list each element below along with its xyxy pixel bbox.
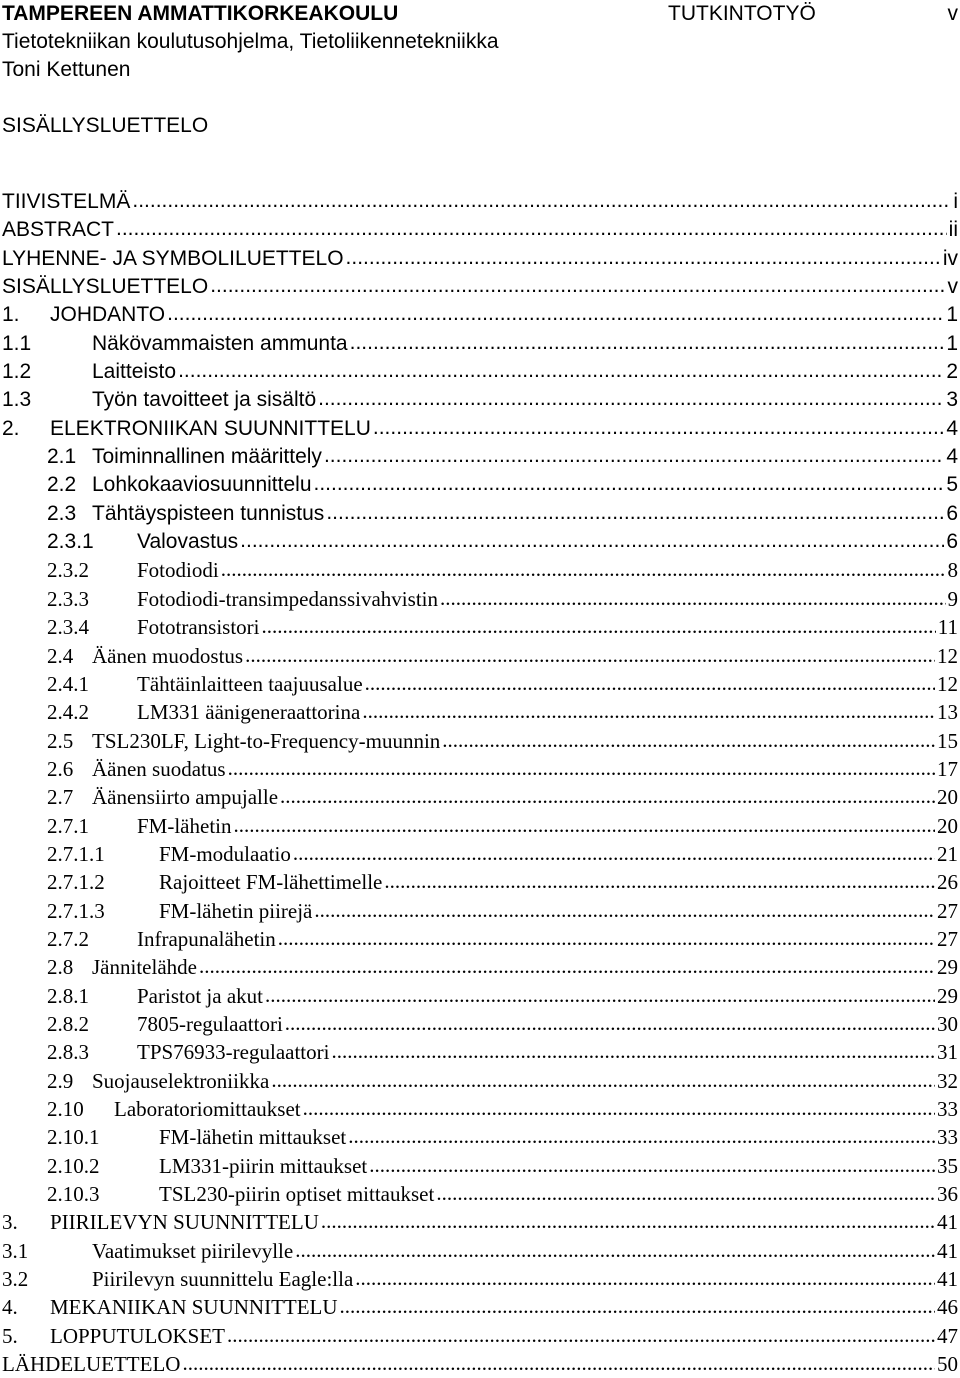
toc-leader-dots <box>178 358 944 385</box>
toc-entry[interactable] <box>2 1095 958 1123</box>
toc-entry-title: Laboratoriomittaukset <box>114 1097 301 1121</box>
toc-entry-page: 35 <box>937 1153 958 1178</box>
toc-entry-page: ii <box>948 218 958 242</box>
toc-leader-dots <box>295 1237 935 1264</box>
toc-entry-number: 2.3.4 <box>47 615 89 640</box>
toc-entry-page: 41 <box>937 1210 958 1235</box>
toc-entry-page: 27 <box>937 898 958 923</box>
toc-entry[interactable] <box>2 698 958 726</box>
toc-leader-dots <box>271 1067 935 1094</box>
toc-entry-title: Rajoitteet FM-lähettimelle <box>159 870 383 895</box>
toc-entry[interactable] <box>2 415 958 443</box>
toc-entry-title: JOHDANTO <box>50 303 166 327</box>
toc-leader-dots <box>262 613 936 640</box>
toc-entry-page: 33 <box>937 1125 958 1150</box>
header-row-2 <box>0 28 960 56</box>
toc-leader-dots <box>234 812 936 839</box>
toc-leader-dots <box>321 1208 935 1235</box>
header-row-1 <box>0 0 960 28</box>
toc-entry-page: 1 <box>946 303 958 327</box>
toc-entry[interactable] <box>2 585 958 613</box>
toc-entry-number: 2.10.1 <box>47 1125 100 1150</box>
toc-entry-page: 15 <box>937 728 958 753</box>
toc-entry-page: 17 <box>937 756 958 781</box>
toc-leader-dots <box>326 500 944 527</box>
toc-entry-number: 2.4.1 <box>47 671 89 696</box>
toc-entry-number: 2.8.3 <box>47 1040 89 1065</box>
toc-entry-title: FM-modulaatio <box>159 841 291 866</box>
toc-leader-dots <box>373 415 944 442</box>
toc-entry-title: SISÄLLYSLUETTELO <box>2 275 209 299</box>
header-row-3 <box>0 56 960 84</box>
toc-entry-number: 2.7.1 <box>47 813 89 838</box>
toc-entry-title: Äänen muodostus <box>92 643 244 668</box>
toc-leader-dots <box>199 953 935 980</box>
toc-entry-title: Paristot ja akut <box>137 983 263 1008</box>
toc-entry-number: 1.3 <box>2 388 32 412</box>
toc-entry[interactable] <box>2 386 958 414</box>
toc-leader-dots <box>369 1152 935 1179</box>
toc-entry-title: Lohkokaaviosuunnittelu <box>92 473 312 497</box>
toc-entry-number: 2.3 <box>47 501 77 525</box>
toc-entry-page: 6 <box>946 530 958 554</box>
author-name: Toni Kettunen <box>2 58 131 81</box>
toc-leader-dots <box>132 188 951 215</box>
toc-entry-title: Fototransistori <box>137 615 260 640</box>
toc-entry-number: 2.7.1.3 <box>47 898 105 923</box>
toc-leader-dots <box>314 897 935 924</box>
toc-leader-dots <box>436 1180 935 1207</box>
toc-leader-dots <box>324 443 944 470</box>
toc-leader-dots <box>348 1123 935 1150</box>
toc-entry-page: i <box>953 190 958 213</box>
toc-entry-title: Jännitelähde <box>92 955 197 980</box>
toc-entry-page: 20 <box>937 813 958 838</box>
toc-entry-title: LM331 äänigeneraattorina <box>137 700 361 725</box>
toc-entry-title: ELEKTRONIIKAN SUUNNITTELU <box>50 416 371 440</box>
toc-entry-number: 3.2 <box>2 1267 29 1292</box>
toc-entry-page: 26 <box>937 870 958 895</box>
toc-entry-title: FM-lähetin mittaukset <box>159 1125 347 1150</box>
toc-heading: SISÄLLYSLUETTELO <box>2 114 209 137</box>
toc-entry[interactable] <box>2 1265 958 1293</box>
toc-entry[interactable] <box>2 301 958 329</box>
toc-entry-number: 1.1 <box>2 331 32 355</box>
toc-entry-number: 2.9 <box>47 1068 74 1093</box>
toc-entry-number: 2.7.1.2 <box>47 870 105 895</box>
toc-entry[interactable] <box>2 1152 958 1180</box>
toc-entry[interactable] <box>2 925 958 953</box>
toc-entry-page: 12 <box>937 671 958 696</box>
toc-leader-dots <box>285 1010 935 1037</box>
toc-entry-title: Vaatimukset piirilevylle <box>92 1238 294 1263</box>
toc-entry-number: 2.3.1 <box>47 530 94 554</box>
toc-entry-title: TIIVISTELMÄ <box>2 190 131 213</box>
toc-entry[interactable] <box>2 613 958 641</box>
toc-entry-number: 2.7.1.1 <box>47 841 105 866</box>
toc-entry-page: 41 <box>937 1238 958 1263</box>
toc-entry-title: 7805-regulaattori <box>137 1011 283 1036</box>
toc-leader-dots <box>210 273 945 300</box>
toc-leader-dots <box>318 386 944 413</box>
toc-leader-dots <box>355 1265 935 1292</box>
toc-leader-dots <box>245 642 935 669</box>
toc-entry-page: 32 <box>937 1068 958 1093</box>
toc-entry[interactable] <box>2 330 958 358</box>
toc-entry-page: 3 <box>946 388 958 412</box>
toc-entry-number: 2.5 <box>47 728 74 753</box>
toc-leader-dots <box>365 670 935 697</box>
toc-entry-title: TSL230LF, Light-to-Frequency-muunnin <box>92 728 441 753</box>
toc-entry-page: 5 <box>946 473 958 497</box>
toc-entry-number: 2.10.3 <box>47 1182 100 1207</box>
toc-entry[interactable] <box>2 1067 958 1095</box>
toc-entry-page: 29 <box>937 955 958 980</box>
toc-entry-number: 1.2 <box>2 360 32 384</box>
toc-entry-number: 2.10.2 <box>47 1153 100 1178</box>
toc-entry-page: 4 <box>946 416 958 440</box>
toc-entry-number: 3. <box>2 1210 18 1235</box>
toc-entry[interactable] <box>2 528 958 556</box>
toc-entry[interactable] <box>2 783 958 811</box>
toc-leader-dots <box>331 1038 935 1065</box>
toc-entry-title: MEKANIIKAN SUUNNITTELU <box>50 1295 338 1320</box>
toc-entry-title: Fotodiodi-transimpedanssivahvistin <box>137 586 438 611</box>
toc-entry-page: 8 <box>947 558 958 583</box>
toc-entry[interactable] <box>2 1293 958 1321</box>
toc-entry[interactable] <box>2 443 958 471</box>
toc-leader-dots <box>265 982 935 1009</box>
toc-entry-number: 1. <box>2 303 20 327</box>
toc-entry-number: 2. <box>2 416 20 440</box>
toc-entry-title: Äänen suodatus <box>92 756 226 781</box>
toc-leader-dots <box>228 755 935 782</box>
toc-entry-page: 4 <box>946 445 958 469</box>
toc-entry-number: 2.7 <box>47 785 74 810</box>
toc-leader-dots <box>350 330 945 357</box>
toc-entry-number: 2.2 <box>47 473 77 497</box>
toc-leader-dots <box>440 585 946 612</box>
toc-leader-dots <box>116 216 947 243</box>
toc-entry-page: 9 <box>947 586 958 611</box>
toc-entry-page: 41 <box>937 1267 958 1292</box>
toc-entry-title: FM-lähetin <box>137 813 232 838</box>
toc-entry-page: 31 <box>937 1040 958 1065</box>
toc-entry-title: Työn tavoitteet ja sisältö <box>92 388 317 412</box>
toc-entry-page: 36 <box>937 1182 958 1207</box>
toc-entry-page: 20 <box>937 785 958 810</box>
toc-entry[interactable] <box>2 868 958 896</box>
toc-entry-page: 2 <box>946 360 958 384</box>
degree-program: Tietotekniikan koulutusohjelma, Tietoliikennetekniikka <box>2 30 499 53</box>
toc-entry-number: 2.8.2 <box>47 1011 89 1036</box>
toc-entry-number: 2.8 <box>47 955 74 980</box>
toc-entry-number: 2.6 <box>47 756 74 781</box>
toc-entry-page: 30 <box>937 1011 958 1036</box>
toc-entry[interactable] <box>2 1322 958 1350</box>
toc-entry-number: 2.7.2 <box>47 926 89 951</box>
toc-entry[interactable] <box>2 1038 958 1066</box>
toc-entry-title: Valovastus <box>137 530 239 554</box>
toc-entry-title: Toiminnallinen määrittely <box>92 445 322 469</box>
toc-entry[interactable] <box>2 273 958 301</box>
toc-entry-page: 46 <box>937 1295 958 1320</box>
toc-entry-number: 2.10 <box>47 1097 84 1121</box>
toc-entry[interactable] <box>2 1180 958 1208</box>
toc-entry-title: LM331-piirin mittaukset <box>159 1153 368 1178</box>
toc-leader-dots <box>384 868 935 895</box>
toc-entry-title: Suojauselektroniikka <box>92 1068 270 1093</box>
toc-entry-page: 6 <box>946 501 958 525</box>
toc-entry-number: 5. <box>2 1323 18 1348</box>
toc-entry[interactable] <box>2 727 958 755</box>
toc-entry[interactable] <box>2 897 958 925</box>
toc-entry[interactable] <box>2 188 958 216</box>
toc-entry[interactable] <box>2 1237 958 1265</box>
toc-entry[interactable] <box>2 1208 958 1236</box>
toc-leader-dots <box>278 925 935 952</box>
toc-entry-page: 21 <box>937 841 958 866</box>
toc-leader-dots <box>340 1293 935 1320</box>
toc-leader-dots <box>167 301 944 328</box>
toc-entry-page: 27 <box>937 926 958 951</box>
toc-entry[interactable] <box>2 471 958 499</box>
toc-entry-title: Piirilevyn suunnittelu Eagle:lla <box>92 1267 354 1292</box>
toc-entry-page: 12 <box>937 643 958 668</box>
toc-entry-number: 2.3.2 <box>47 558 89 583</box>
page-header <box>0 0 960 84</box>
toc-entry-page: 11 <box>937 615 958 640</box>
toc-entry-number: 2.1 <box>47 445 77 469</box>
toc-entry-page: 1 <box>946 331 958 355</box>
page-number: v <box>947 2 958 25</box>
toc-entry[interactable] <box>2 812 958 840</box>
toc-leader-dots <box>240 528 944 555</box>
toc-entry-title: Fotodiodi <box>137 558 219 583</box>
toc-entry-title: Infrapunalähetin <box>137 926 276 951</box>
toc-entry[interactable] <box>2 1350 958 1378</box>
toc-entry-page: 50 <box>937 1352 958 1377</box>
toc-entry[interactable] <box>2 1123 958 1151</box>
toc-entry[interactable] <box>2 755 958 783</box>
toc-leader-dots <box>314 471 945 498</box>
toc-leader-dots <box>442 727 935 754</box>
toc-entry-number: 2.8.1 <box>47 983 89 1008</box>
toc-entry-title: Näkövammaisten ammunta <box>92 331 348 355</box>
toc-entry-page: 33 <box>937 1097 958 1121</box>
toc-entry-title: Tähtäyspisteen tunnistus <box>92 501 325 525</box>
toc-entry-title: FM-lähetin piirejä <box>159 898 313 923</box>
toc-entry-number: 2.4.2 <box>47 700 89 725</box>
toc-entry[interactable] <box>2 670 958 698</box>
toc-entry[interactable] <box>2 216 958 244</box>
toc-leader-dots <box>303 1095 935 1122</box>
toc-leader-dots <box>182 1350 935 1377</box>
toc-entry-page: iv <box>942 246 958 270</box>
toc-entry-number: 2.4 <box>47 643 74 668</box>
toc-entry-title: PIIRILEVYN SUUNNITTELU <box>50 1210 319 1235</box>
toc-entry-title: Äänensiirto ampujalle <box>92 785 279 810</box>
toc-entry-title: ABSTRACT <box>2 218 115 242</box>
toc-entry[interactable] <box>2 982 958 1010</box>
toc-entry-title: TPS76933-regulaattori <box>137 1040 330 1065</box>
toc-leader-dots <box>221 556 946 583</box>
toc-entry-number: 3.1 <box>2 1238 29 1263</box>
toc-entry[interactable] <box>2 245 958 273</box>
toc-leader-dots <box>362 698 935 725</box>
toc-entry-number: 4. <box>2 1295 18 1320</box>
toc-entry-number: 2.3.3 <box>47 586 89 611</box>
toc-entry-title: Tähtäinlaitteen taajuusalue <box>137 671 363 696</box>
toc-entry-page: 29 <box>937 983 958 1008</box>
toc-entry[interactable] <box>2 358 958 386</box>
toc-leader-dots <box>227 1322 935 1349</box>
toc-leader-dots <box>280 783 935 810</box>
toc-entry[interactable] <box>2 642 958 670</box>
document-type: TUTKINTOTYÖ <box>668 2 816 25</box>
table-of-contents <box>2 188 958 1378</box>
toc-leader-dots <box>346 245 941 272</box>
toc-entry-title: TSL230-piirin optiset mittaukset <box>159 1182 435 1207</box>
toc-entry-title: Laitteisto <box>92 360 177 384</box>
toc-entry-page: 47 <box>937 1323 958 1348</box>
toc-entry-title: LOPPUTULOKSET <box>50 1323 226 1348</box>
toc-entry-page: 13 <box>937 700 958 725</box>
toc-entry-title: LÄHDELUETTELO <box>2 1352 181 1377</box>
toc-entry[interactable] <box>2 1010 958 1038</box>
toc-leader-dots <box>293 840 935 867</box>
toc-entry-page: v <box>947 275 958 299</box>
toc-entry[interactable] <box>2 840 958 868</box>
toc-entry[interactable] <box>2 556 958 584</box>
organization-name: TAMPEREEN AMMATTIKORKEAKOULU <box>2 2 399 25</box>
toc-entry-title: LYHENNE- JA SYMBOLILUETTELO <box>2 246 344 270</box>
toc-entry[interactable] <box>2 500 958 528</box>
toc-entry[interactable] <box>2 953 958 981</box>
